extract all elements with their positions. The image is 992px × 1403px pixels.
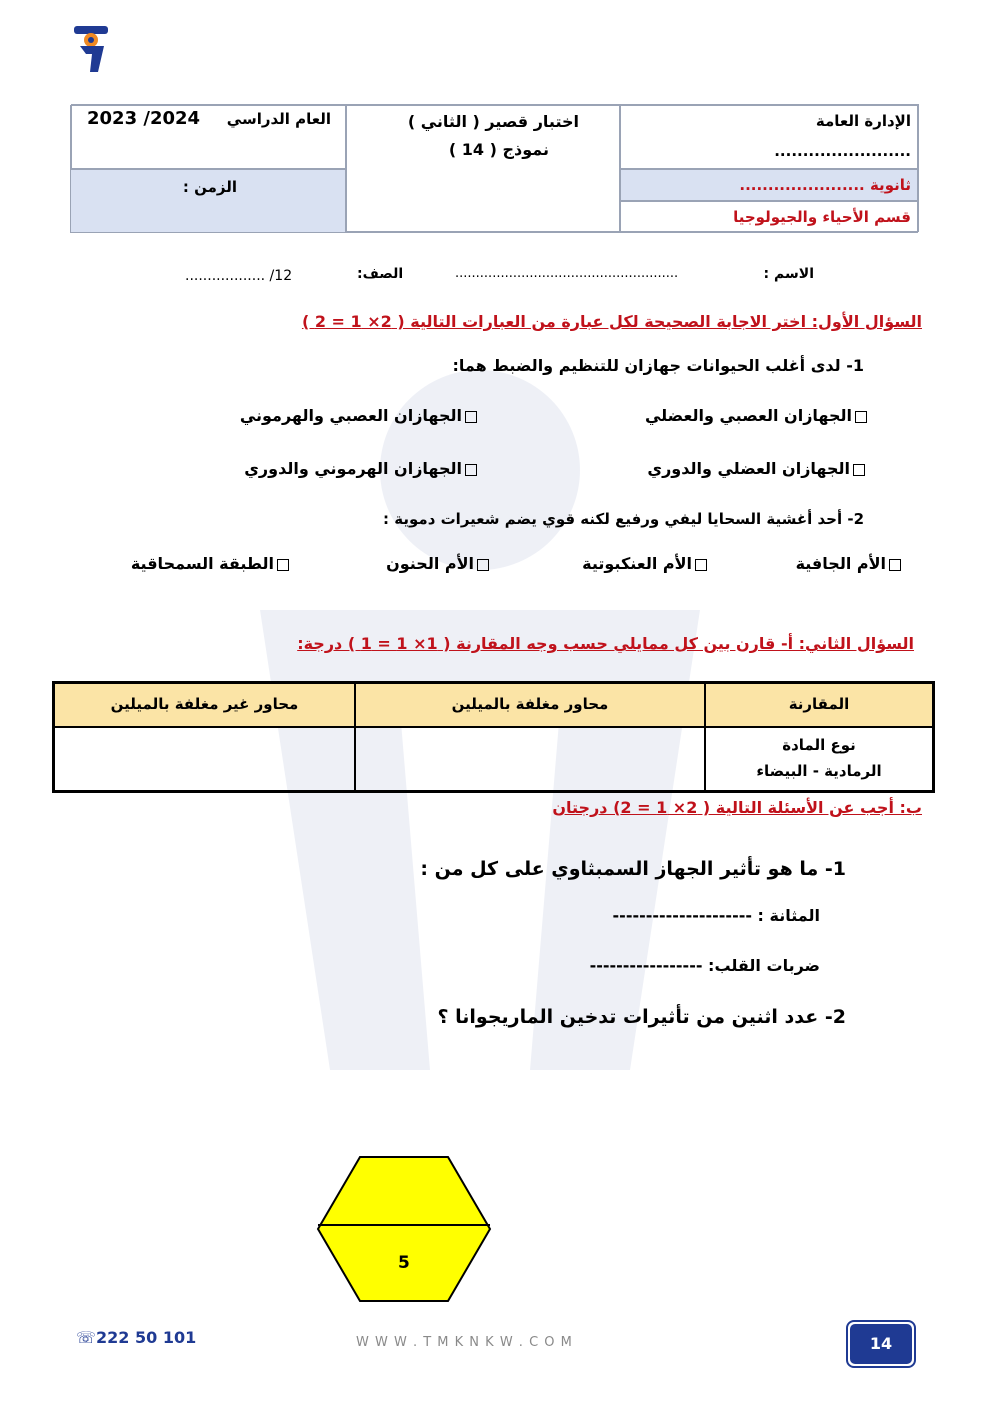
time-label: الزمن : xyxy=(182,178,237,196)
exam-cell xyxy=(346,105,620,233)
table-row-label xyxy=(705,727,933,791)
q2-title: السؤال الثاني: أ- قارن بين كل ممايلي حسب وجه المقارنة ( 1× 1 = 1 ) درجة: xyxy=(297,634,914,653)
checkbox[interactable] xyxy=(465,411,477,423)
q1-title: السؤال الأول: اختر الاجابة الصحيحة لكل عبارة من العبارات التالية ( 2× 1 = 2 ) xyxy=(301,312,922,331)
q2b-title: ب: أجب عن الأسئلة التالية ( 2× 1 = 2) درجتان xyxy=(552,798,922,817)
answer-cell-myelinated[interactable] xyxy=(355,727,705,791)
q2b-item1-a: المثانة : --------------------- xyxy=(612,906,820,925)
q1-opt2-a[interactable]: الأم الجافية xyxy=(796,554,904,573)
header-table xyxy=(71,104,919,232)
row-label-2: الرمادية - البيضاء xyxy=(756,762,882,780)
dept-label: قسم الأحياء والجيولوجيا xyxy=(733,208,911,226)
score-hexagon xyxy=(316,1155,492,1303)
checkbox[interactable] xyxy=(889,559,901,571)
q2b-item1: 1- ما هو تأثير الجهاز السمبثاوي على كل من : xyxy=(420,858,846,880)
checkbox[interactable] xyxy=(853,464,865,476)
time-cell xyxy=(70,169,346,233)
table-header-compare: المقارنة xyxy=(705,683,933,727)
page-number: 14 xyxy=(850,1324,912,1364)
checkbox[interactable] xyxy=(695,559,707,571)
q1-opt2-b[interactable]: الأم العنكبوتية xyxy=(582,554,710,573)
name-field[interactable]: ...................................................... xyxy=(455,266,679,281)
logo-icon xyxy=(72,22,112,74)
q1-opt-c[interactable]: الجهازان العضلي والدوري xyxy=(647,459,868,478)
school-cell xyxy=(620,169,918,201)
year-label: العام الدراسي xyxy=(226,110,331,128)
answer-cell-unmyelinated[interactable] xyxy=(54,727,355,791)
q1-item2: 2- أحد أغشية السحايا ليفي ورفيع لكنه قوي يضم شعيرات دموية : xyxy=(383,510,864,528)
q1-opt2-d[interactable]: الطبقة السمحاقية xyxy=(131,554,292,573)
admin-cell xyxy=(620,105,918,169)
score-value: 5 xyxy=(398,1253,410,1273)
checkbox[interactable] xyxy=(477,559,489,571)
score-field: 12/ .................. xyxy=(185,268,293,284)
school-label: ثانوية ...................... xyxy=(739,176,911,194)
exam-model: نموذج ( 14 ) xyxy=(448,140,549,159)
admin-label: الإدارة العامة xyxy=(815,112,911,130)
class-label: الصف: xyxy=(357,266,404,282)
q1-opt-a[interactable]: الجهازان العصبي والعضلي xyxy=(645,406,870,425)
table-header-myelinated: محاور مغلفة بالميلين xyxy=(355,683,705,727)
footer-site[interactable]: W W W . T M K N K W . C O M xyxy=(356,1335,573,1350)
checkbox[interactable] xyxy=(855,411,867,423)
q2b-item2: 2- عدد اثنين من تأثيرات تدخين الماريجوانا ؟ xyxy=(437,1006,846,1028)
q2b-item1-b: ضربات القلب: ----------------- xyxy=(589,956,820,975)
year-cell xyxy=(70,105,346,169)
q1-opt2-c[interactable]: الأم الحنون xyxy=(386,554,492,573)
comparison-table xyxy=(52,681,935,793)
checkbox[interactable] xyxy=(465,464,477,476)
page-badge xyxy=(846,1320,916,1368)
checkbox[interactable] xyxy=(277,559,289,571)
footer-phone: ☏222 50 101 xyxy=(76,1328,197,1347)
q1-item1: 1- لدى أغلب الحيوانات جهازان للتنظيم والضبط هما: xyxy=(452,356,864,375)
dept-cell xyxy=(620,201,918,233)
name-label: الاسم : xyxy=(763,266,814,282)
exam-title: اختبار قصير ( الثاني ) xyxy=(407,112,579,131)
q1-opt-d[interactable]: الجهازان الهرموني والدوري xyxy=(244,459,480,478)
year-value: 2023 /2024 xyxy=(87,108,201,129)
admin-dots: ........................ xyxy=(774,142,911,160)
q1-opt-b[interactable]: الجهازان العصبي والهرموني xyxy=(240,406,480,425)
row-label-1: نوع المادة xyxy=(782,736,856,754)
table-header-unmyelinated: محاور غير مغلفة بالميلين xyxy=(54,683,355,727)
